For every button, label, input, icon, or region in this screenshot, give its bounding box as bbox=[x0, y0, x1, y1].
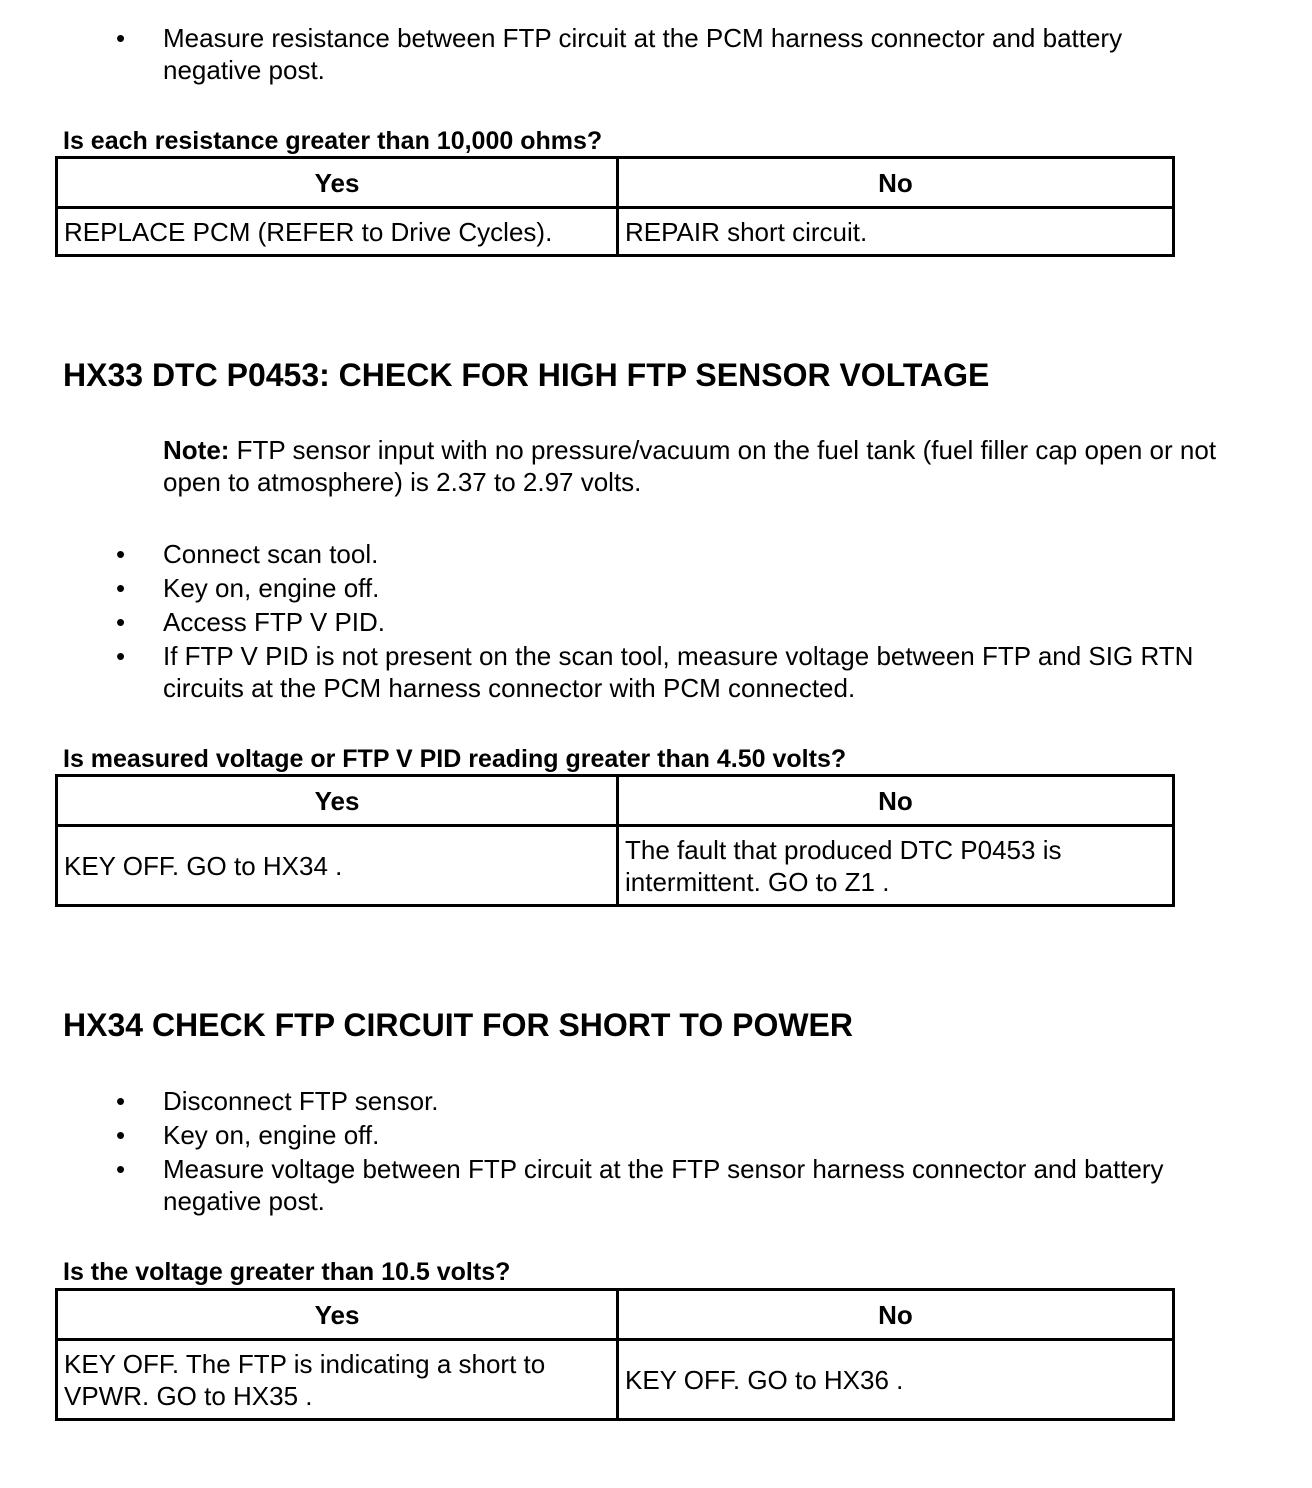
yes-cell: REPLACE PCM (REFER to Drive Cycles). bbox=[57, 208, 618, 256]
bullet-icon: • bbox=[116, 539, 126, 569]
decision-table bbox=[55, 156, 1175, 257]
list-item-text: Measure resistance between FTP circuit at the PCM harness connector and battery negative post. bbox=[163, 23, 1123, 85]
list-item-text: Key on, engine off. bbox=[163, 1120, 380, 1150]
no-header: No bbox=[618, 776, 1174, 826]
note-text: FTP sensor input with no pressure/vacuum on the fuel tank (fuel filler cap open or not open to atmosphere) is 2.37 to 2.97 volts. bbox=[163, 435, 1217, 497]
no-cell: The fault that produced DTC P0453 is intermittent. GO to Z1 . bbox=[618, 826, 1174, 906]
bullet-icon: • bbox=[116, 1086, 126, 1116]
section-heading: HX34 CHECK FTP CIRCUIT FOR SHORT TO POWER bbox=[63, 1007, 853, 1043]
list-item-text: Key on, engine off. bbox=[163, 573, 380, 603]
list-item-text: If FTP V PID is not present on the scan tool, measure voltage between FTP and SIG RTN circuits at the PCM harness connector with PCM connected. bbox=[163, 641, 1194, 703]
list-item-text: Access FTP V PID. bbox=[163, 607, 386, 637]
no-header: No bbox=[618, 1290, 1174, 1340]
bullet-icon: • bbox=[116, 641, 126, 671]
no-cell: REPAIR short circuit. bbox=[618, 208, 1174, 256]
yes-header: Yes bbox=[57, 1290, 618, 1340]
list-item-text: Disconnect FTP sensor. bbox=[163, 1086, 439, 1116]
section-heading: HX33 DTC P0453: CHECK FOR HIGH FTP SENSOR VOLTAGE bbox=[63, 357, 990, 393]
question: Is each resistance greater than 10,000 ohms? bbox=[63, 127, 603, 155]
no-header: No bbox=[618, 158, 1174, 208]
yes-cell: KEY OFF. GO to HX34 . bbox=[57, 826, 618, 906]
yes-cell: KEY OFF. The FTP is indicating a short to VPWR. GO to HX35 . bbox=[57, 1340, 618, 1420]
decision-table bbox=[55, 1288, 1175, 1421]
bullet-icon: • bbox=[116, 1120, 126, 1150]
no-cell: KEY OFF. GO to HX36 . bbox=[618, 1340, 1174, 1420]
question: Is the voltage greater than 10.5 volts? bbox=[63, 1258, 511, 1286]
bullet-icon: • bbox=[116, 573, 126, 603]
question: Is measured voltage or FTP V PID reading greater than 4.50 volts? bbox=[63, 745, 847, 773]
list-item-text: Measure voltage between FTP circuit at the FTP sensor harness connector and battery negative post. bbox=[163, 1154, 1164, 1216]
yes-header: Yes bbox=[57, 776, 618, 826]
bullet-icon: • bbox=[116, 607, 126, 637]
bullet-icon: • bbox=[116, 23, 126, 53]
list-item-text: Connect scan tool. bbox=[163, 539, 379, 569]
yes-header: Yes bbox=[57, 158, 618, 208]
bullet-icon: • bbox=[116, 1154, 126, 1184]
decision-table bbox=[55, 774, 1175, 907]
note bbox=[163, 434, 1253, 498]
note-label: Note: bbox=[163, 435, 230, 465]
